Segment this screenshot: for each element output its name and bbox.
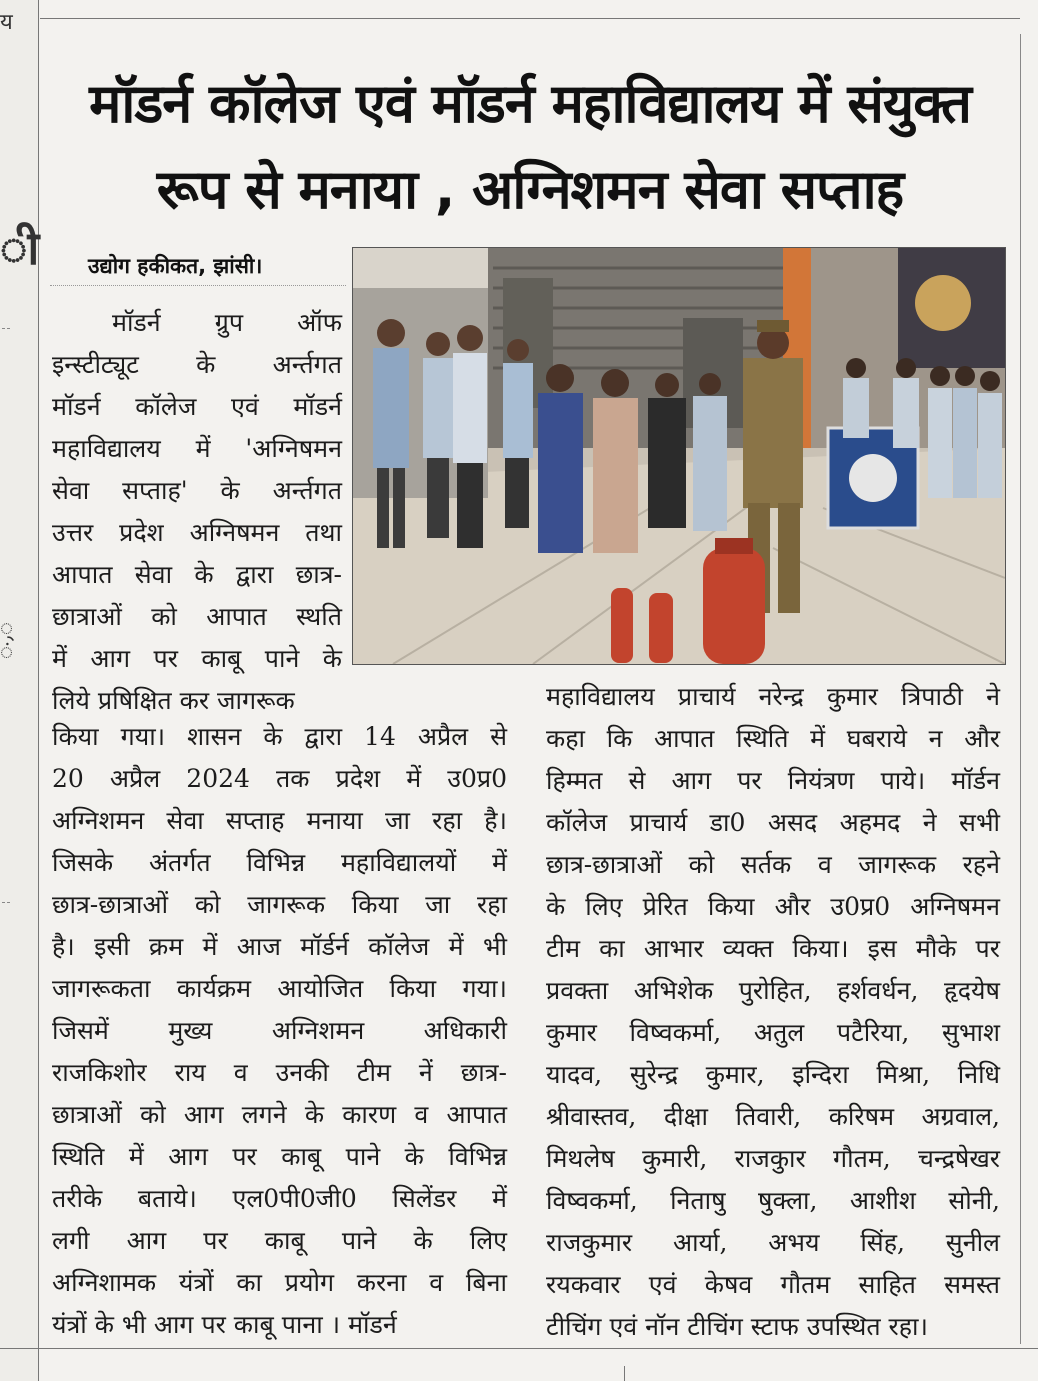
article-column-3	[546, 676, 1000, 1348]
right-column-rule	[1020, 34, 1021, 1344]
text-line: हिम्मत से आग पर नियंत्रण पाये। मॉर्डन	[546, 766, 1000, 795]
text-line: जिसके अंतर्गत विभिन्न महाविद्यालयों में	[52, 848, 507, 877]
bottom-rule	[0, 1348, 1038, 1349]
headline-line-2: रूप से मनाया , अग्निशमन सेवा सप्ताह	[156, 158, 904, 221]
margin-fragment: ं	[0, 640, 14, 665]
article-column-2	[52, 716, 507, 1346]
text-line: इन्स्टीट्यूट के अर्न्तगत	[52, 350, 342, 379]
text-line: लिये प्रषिक्षित कर जागरूक	[52, 686, 295, 715]
text-line: में आग पर काबू पाने के	[52, 644, 342, 673]
photo-illustration	[353, 248, 1005, 664]
text-line: जागरूकता कार्यक्रम आयोजित किया गया।	[52, 974, 507, 1003]
text-line: किया गया। शासन के द्वारा 14 अप्रैल से	[52, 722, 507, 751]
text-line: सेवा सप्ताह' के अर्न्तगत	[52, 476, 342, 505]
text-line: राजकुमार आर्या, अभय सिंह, सुनील	[546, 1228, 1000, 1257]
text-line: है। इसी क्रम में आज मॉर्डर्न कॉलेज में भी	[52, 932, 507, 961]
text-line: मिथलेष कुमारी, राजकुार गौतम, चन्द्रषेखर	[546, 1144, 1000, 1173]
text-line: मॉडर्न कॉलेज एवं मॉडर्न	[52, 392, 342, 421]
text-line: अग्निशामक यंत्रों का प्रयोग करना व बिना	[52, 1268, 507, 1297]
text-line: रयकवार एवं केषव गौतम साहित समस्त	[546, 1270, 1000, 1299]
text-line: यंत्रों के भी आग पर काबू पाना । मॉडर्न	[52, 1310, 397, 1339]
margin-fragment: य	[0, 10, 13, 35]
text-line: महाविद्यालय प्राचार्य नरेन्द्र कुमार त्रिपाठी ने	[546, 682, 1000, 711]
text-line: छात्र-छात्राओं को जागरूक किया जा रहा	[52, 890, 507, 919]
text-line: राजकिशोर राय व उनकी टीम नें छात्र-	[52, 1058, 507, 1087]
byline: उद्योग हकीकत, झांसी।	[88, 254, 263, 278]
text-line: मॉडर्न ग्रुप ऑफ	[112, 308, 342, 337]
text-line: जिसमें मुख्य अग्निशमन अधिकारी	[52, 1016, 507, 1045]
margin-fragment: ी	[0, 221, 40, 275]
text-line: टीम का आभार व्यक्त किया। इस मौके पर	[546, 934, 1000, 963]
text-line: छात्राओं को आग लगने के कारण व आपात	[52, 1100, 507, 1129]
text-line: के लिए प्रेरित किया और उ0प्र0 अग्निषमन	[546, 892, 1000, 921]
text-line: महाविद्यालय में 'अग्निषमन	[52, 434, 342, 463]
text-line: लगी आग पर काबू पाने के लिए	[52, 1226, 507, 1255]
bottom-column-tick	[624, 1366, 625, 1381]
text-line: विष्वकर्मा, निताषु षुक्ला, आशीश सोनी,	[546, 1186, 1000, 1215]
text-line: उत्तर प्रदेश अग्निषमन तथा	[52, 518, 342, 547]
headline-line-1: मॉडर्न कॉलेज एवं मॉडर्न महाविद्यालय में संयुक्त	[89, 72, 971, 135]
text-line: तरीके बताये। एल0पी0जी0 सिलेंडर में	[52, 1184, 507, 1213]
text-line: यादव, सुरेन्द्र कुमार, इन्दिरा मिश्रा, निधि	[546, 1060, 1000, 1089]
margin-dash	[2, 902, 10, 903]
text-line: टीचिंग एवं नॉन टीचिंग स्टाफ उपस्थित रहा।	[546, 1312, 928, 1341]
text-line: कहा कि आपात स्थिति में घबराये न और	[546, 724, 1000, 753]
text-line: छात्राओं को आपात स्थति	[52, 602, 342, 631]
margin-fragment: ्	[0, 616, 14, 641]
top-rule	[40, 18, 1020, 19]
text-line: स्थिति में आग पर काबू पाने के विभिन्न	[52, 1142, 507, 1171]
text-line: श्रीवास्तव, दीक्षा तिवारी, करिषम अग्रवाल,	[546, 1102, 1000, 1131]
text-line: अग्निशमन सेवा सप्ताह मनाया जा रहा है।	[52, 806, 507, 835]
text-line: प्रवक्ता अभिशेक पुरोहित, हर्शवर्धन, हृदयेष	[546, 976, 1000, 1005]
text-line: आपात सेवा के द्वारा छात्र-	[52, 560, 342, 589]
adjacent-column-strip	[0, 0, 39, 1381]
margin-dash	[2, 328, 10, 329]
text-line: 20 अप्रैल 2024 तक प्रदेश में उ0प्र0	[52, 764, 507, 793]
news-photo	[352, 247, 1006, 665]
text-line: छात्र-छात्राओं को सर्तक व जागरूक रहने	[546, 850, 1000, 879]
text-line: कुमार विष्वकर्मा, अतुल पटैरिया, सुभाश	[546, 1018, 1000, 1047]
byline-rule	[50, 285, 346, 286]
article-column-1	[52, 302, 342, 722]
text-line: कॉलेज प्राचार्य डा0 असद अहमद ने सभी	[546, 808, 1000, 837]
